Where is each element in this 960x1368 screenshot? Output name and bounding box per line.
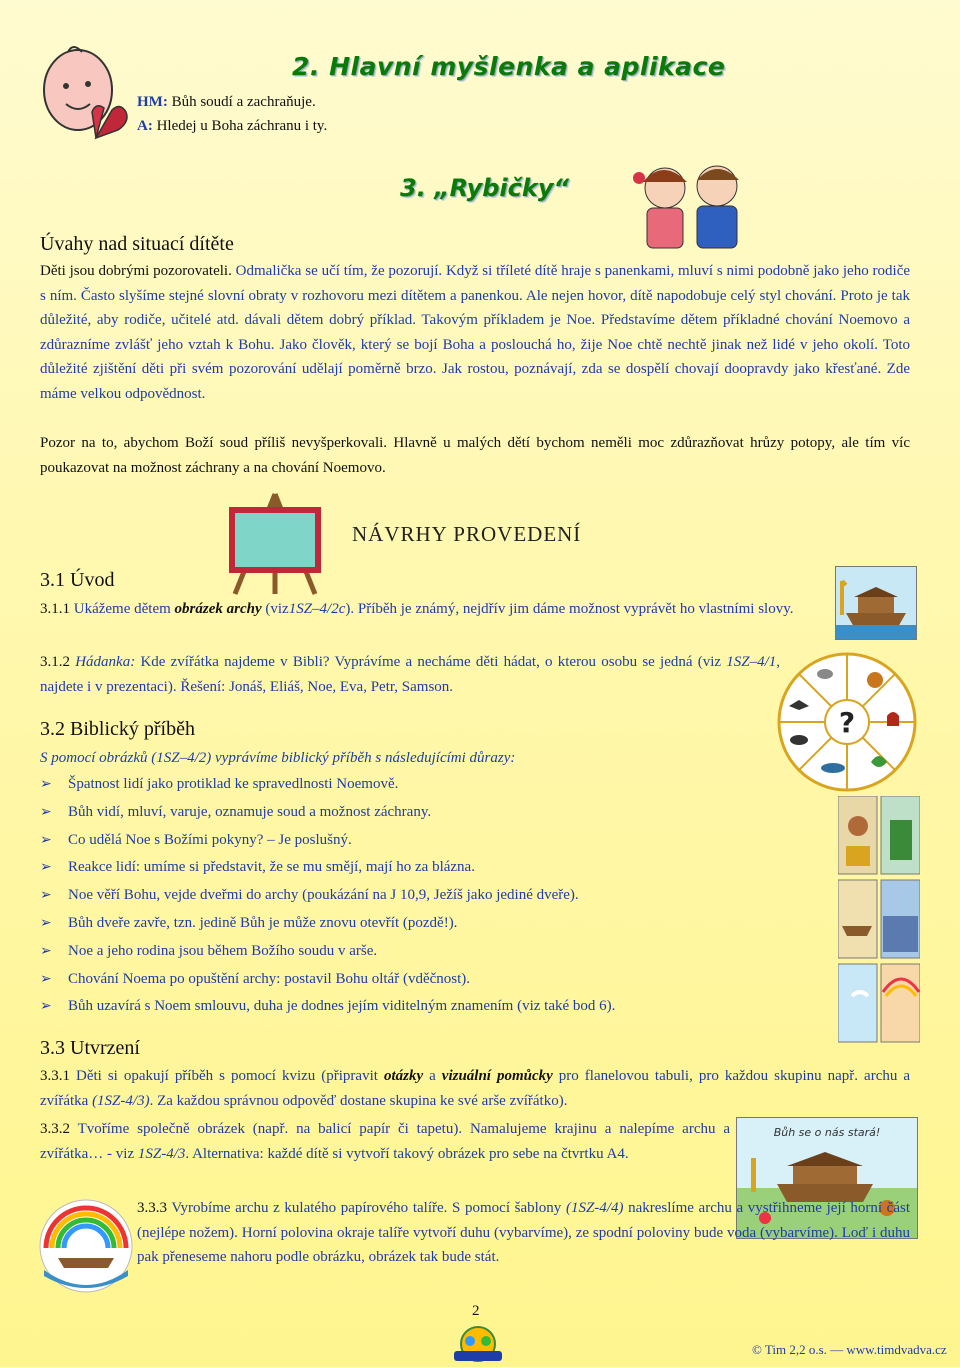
lesson-title: 3. „Rybičky“ — [400, 174, 569, 202]
situation-paragraph-2: Pozor na to, abychom Boží soud příliš nevyšperkovali. Hlavně u malých dětí bychom neměli moc zdůrazňovat hrůzy potopy, ale tím víc poukazovat na možnost záchrany a na chování Noemovo. — [40, 435, 910, 476]
uvod-item-2-emphasis: Hádanka: — [75, 654, 136, 670]
situation-heading: Úvahy nad situací dítěte — [40, 233, 234, 255]
uvod-item-1-text-b: (viz — [265, 601, 289, 617]
easel-board-icon — [220, 488, 330, 598]
children-illustration — [625, 158, 755, 258]
utvrzeni-item-3-text-b: nakreslíme archu a vystřihneme její horní část (nejlépe nožem). Horní polovina okraje talíře vytvoří duhu (vybarvíme), ze spodní poloviny bude voda (vybarvíme). Loď i duhu pak přeneseme nahoru podle obrázku, obrázek tak bude stát. — [137, 1200, 910, 1265]
uvod-item-1-number: 3.1.1 — [40, 601, 70, 617]
arrow-bullet-icon: ➢ — [40, 803, 52, 820]
utvrzeni-item-1-text-a: Děti si opakují příběh s pomocí kvizu (připravit — [76, 1068, 378, 1084]
bullet-item — [40, 993, 830, 1021]
utvrzeni-item-1-text-c: pro flanelovou tabuli, pro každou skupinu např. archu a zvířátka — [40, 1068, 911, 1109]
utvrzeni-item-1 — [40, 1064, 910, 1113]
situation-p1-black: Děti jsou dobrými pozorovateli. — [40, 263, 232, 279]
utvrzeni-item-3-number: 3.3.3 — [137, 1200, 167, 1216]
bullet-item — [40, 910, 830, 938]
utvrzeni-item-2 — [40, 1117, 730, 1166]
bullet-text: Noe a jeho rodina jsou během Božího soudu v arše. — [68, 942, 378, 959]
bullet-text: Co udělá Noe s Božími pokyny? – Je poslušný. — [68, 831, 352, 848]
page-number: 2 — [472, 1303, 480, 1319]
bullet-item — [40, 771, 830, 799]
utvrzeni-item-2-text-b: . Alternativa: každé dítě si vytvoří takový obrázek pro sebe na čtvrtku A4. — [185, 1145, 629, 1162]
utvrzeni-item-2-ref: 1SZ-4/3 — [137, 1145, 186, 1162]
utvrzeni-heading: 3.3 Utvrzení — [40, 1037, 140, 1059]
uvod-heading: 3.1 Úvod — [40, 569, 115, 591]
arrow-bullet-icon: ➢ — [40, 776, 52, 792]
utvrzeni-item-1-text-b: a — [429, 1068, 436, 1084]
bullet-item — [40, 882, 830, 910]
a-label: A: — [137, 118, 153, 134]
uvod-item-2 — [40, 650, 780, 699]
uvod-item-2-ref: 1SZ–4/1 — [726, 654, 777, 670]
wheel-question-mark: ? — [838, 706, 856, 739]
hm-label: HM: — [137, 94, 168, 110]
biblicky-intro-b: ) vyprávíme biblický příběh s následujícími důrazy: — [206, 750, 516, 766]
hm-text: Bůh soudí a zachraňuje. — [171, 94, 316, 110]
utvrzeni-item-3-ref: (1SZ-4/4) — [565, 1200, 624, 1216]
situation-p1-blue: Odmalička se učí tím, že pozorují. Když si tříleté dítě hraje s panenkami, mluví s nimi podobně jako jeho rodiče s ním. Často slyšíme stejné slovní obraty v rozhovoru mezi dítětem a panenkou. Ale nejen hovor, dítě napodobuje celý styl chování. Proto je tak důležité, aby rodiče, učitelé atd. dávali dětem dobrý příklad. Takovým příkladem je Noe. Představíme dětem příkladné chování Noemovo a zdůrazníme zvlášť jeho vztah k Bohu. Jako člověk, který se bojí Boha a poslouchá ho, žije Noe chtě nechtě jinak než lidé v jeho okolí. Toto důležité zjištění děti při svém pozorování udělají poměrně brzo. Jak rostou, poznávají, zda se dospělí chovají doopravdy jako křesťané. Zde máme velkou odpovědnost. — [40, 263, 911, 402]
biblicky-bullet-list — [40, 771, 830, 1021]
navrhy-heading: NÁVRHY PROVEDENÍ — [352, 522, 582, 546]
bullet-text: Noe věří Bohu, vejde dveřmi do archy (poukázání na J 10,9, Ježíš jako jediné dveře). — [68, 887, 579, 904]
biblicky-heading: 3.2 Biblický příběh — [40, 718, 195, 740]
utvrzeni-item-2-text-a: Tvoříme společně obrázek (např. na balicí papír či tapetu). Namalujeme krajinu a nalepíme archu a zvířátka… - viz — [40, 1121, 731, 1162]
baby-heart-icon — [38, 38, 133, 158]
bullet-item — [40, 799, 830, 827]
bullet-text: Bůh uzavírá s Noem smlouvu, duha je dodnes jejím viditelným znamením (viz také bod 6). — [68, 998, 616, 1015]
uvod-item-1-text-a: Ukážeme dětem — [73, 601, 171, 617]
hm-block — [137, 90, 327, 138]
uvod-item-2-text-b: , najdete i v prezentaci). Řešení: Jonáš, Eliáš, Noe, Eva, Petr, Samson. — [40, 654, 781, 695]
bullet-text: Bůh vidí, mluví, varuje, oznamuje soud a možnost záchrany. — [68, 803, 432, 820]
bullet-text: Špatnost lidí jako protiklad ke spravedlnosti Noemově. — [68, 776, 399, 792]
uvod-item-1-text-c: ). Příběh je známý, nejdřív jim dáme možnost vyprávět ho vlastními slovy. — [345, 601, 794, 617]
utvrzeni-item-3 — [137, 1196, 910, 1270]
arrow-bullet-icon: ➢ — [40, 831, 52, 848]
uvod-item-1 — [40, 597, 840, 622]
arrow-bullet-icon: ➢ — [40, 887, 52, 904]
utvrzeni-item-1-ref: (1SZ-4/3) — [92, 1092, 150, 1109]
bullet-item — [40, 827, 830, 855]
bullet-item — [40, 938, 830, 966]
biblicky-intro — [40, 746, 800, 771]
bullet-item — [40, 854, 830, 882]
a-text: Hledej u Boha záchranu i ty. — [156, 118, 328, 134]
uvod-item-2-number: 3.1.2 — [40, 654, 70, 670]
utvrzeni-item-3-text-a: Vyrobíme archu z kulatého papírového talíře. S pomocí šablony — [171, 1200, 562, 1216]
ark-picture — [835, 566, 917, 640]
story-picture-grid — [838, 796, 920, 1046]
section-title: 2. Hlavní myšlenka a aplikace — [292, 52, 726, 81]
arrow-bullet-icon: ➢ — [40, 942, 52, 959]
bullet-text: Chování Noema po opuštění archy: postavil Bohu oltář (vděčnost). — [68, 970, 471, 987]
arrow-bullet-icon: ➢ — [40, 859, 52, 876]
plate-ark-picture — [36, 1196, 136, 1296]
utvrzeni-item-1-emphasis-1: otázky — [383, 1068, 424, 1084]
copyright-footer: © Tim 2,2 o.s. — www.timdvadva.cz — [752, 1342, 947, 1357]
uvod-item-1-ref: 1SZ–4/2c — [288, 601, 346, 617]
utvrzeni-item-1-number: 3.3.1 — [40, 1068, 70, 1084]
biblicky-intro-ref: 1SZ–4/2 — [156, 750, 207, 766]
utvrzeni-item-1-text-d: . Za každou správnou odpověď dostane skupina ke své arše zvířátko). — [149, 1092, 568, 1109]
arrow-bullet-icon: ➢ — [40, 914, 52, 931]
tim22-logo — [448, 1325, 508, 1363]
bullet-item — [40, 966, 830, 994]
uvod-item-1-emphasis: obrázek archy — [174, 601, 262, 617]
utvrzeni-item-1-emphasis-2: vizuální pomůcky — [441, 1068, 553, 1084]
arrow-bullet-icon: ➢ — [40, 970, 52, 987]
arrow-bullet-icon: ➢ — [40, 998, 52, 1015]
uvod-item-2-text-a: Kde zvířátka najdeme v Bibli? Vyprávíme a necháme děti hádat, o kterou osobu se jedná (viz — [140, 654, 722, 670]
utvrzeni-item-2-number: 3.3.2 — [40, 1121, 70, 1137]
bullet-text: Reakce lidí: umíme si představit, že se mu smějí, mají ho za blázna. — [68, 859, 475, 876]
bullet-text: Bůh dveře zavře, tzn. jedině Bůh je může znovu otevřít (pozdě!). — [68, 914, 458, 931]
biblicky-intro-a: S pomocí obrázků ( — [40, 750, 157, 766]
mural-caption: Bůh se o nás stará! — [773, 1126, 881, 1139]
situation-paragraph-1 — [40, 259, 910, 406]
